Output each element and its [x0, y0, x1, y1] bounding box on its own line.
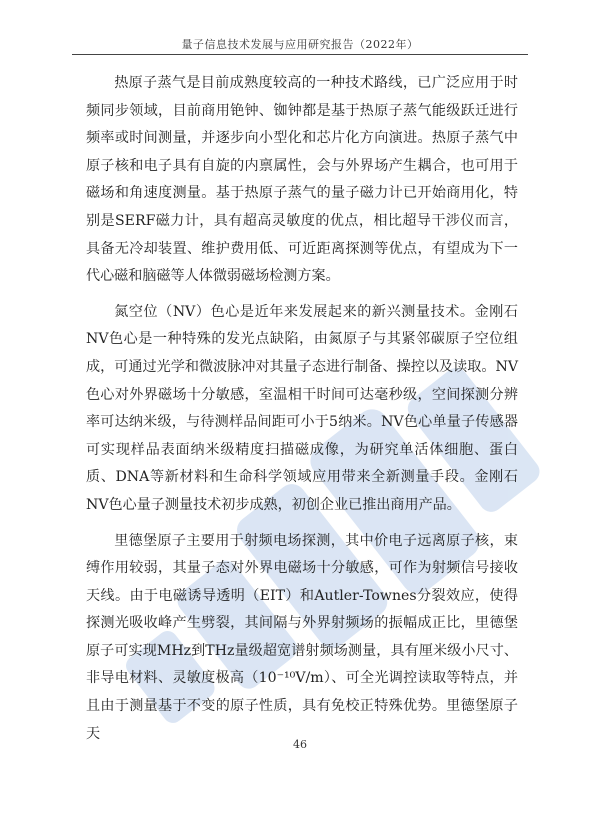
body-text	[86, 70, 518, 756]
page-number: 46	[293, 738, 307, 751]
paragraph-hot-atom-vapor: 热原子蒸气是目前成熟度较高的一种技术路线，已广泛应用于时频同步领域，目前商用铯钟、铷钟都是基于热原子蒸气能级跃迁进行频率或时间测量，并逐步向小型化和芯片化方向演进。热原子蒸气中原子核和电子具有自旋的内禀属性，会与外界场产生耦合，也可用于磁场和角速度测量。基于热原子蒸气的量子磁力计已开始商用化，特别是SERF磁力计，具有超高灵敏度的优点，相比超导干涉仪而言，具备无冷却装置、维护费用低、可近距离探测等优点，有望成为下一代心磁和脑磁等人体微弱磁场检测方案。	[86, 75, 518, 285]
paragraph-rydberg-atom: 里德堡原子主要用于射频电场探测，其中价电子远离原子核，束缚作用较弱，其量子态对外界电磁场十分敏感，可作为射频信号接收天线。由于电磁诱导透明（EIT）和Autler-Townes分裂效应，使得探测光吸收峰产生劈裂，其间隔与外界射频场的振幅成正比，里德堡原子可实现MHz到THz量级超宽谱射频场测量，具有厘米级小尺寸、非导电材料、灵敏度极高（10⁻¹⁰V/m）、可全光调控读取等特点，并且由于测量基于不变的原子性质，具有免校正特殊优势。里德堡原子天	[86, 532, 518, 742]
header-divider	[72, 54, 528, 55]
running-header: 量子信息技术发展与应用研究报告（2022年）	[181, 38, 419, 51]
paragraph-nv-center: 氮空位（NV）色心是近年来发展起来的新兴测量技术。金刚石NV色心是一种特殊的发光点缺陷，由氮原子与其紧邻碳原子空位组成，可通过光学和微波脉冲对其量子态进行制备、操控以及读取。NV色心对外界磁场十分敏感，室温相干时间可达毫秒级，空间探测分辨率可达纳米级，与待测样品间距可小于5纳米。NV色心单量子传感器可实现样品表面纳米级精度扫描磁成像，为研究单活体细胞、蛋白质、DNA等新材料和生命科学领域应用带来全新测量手段。金刚石NV色心量子测量技术初步成熟，初创企业已推出商用产品。	[86, 303, 518, 513]
